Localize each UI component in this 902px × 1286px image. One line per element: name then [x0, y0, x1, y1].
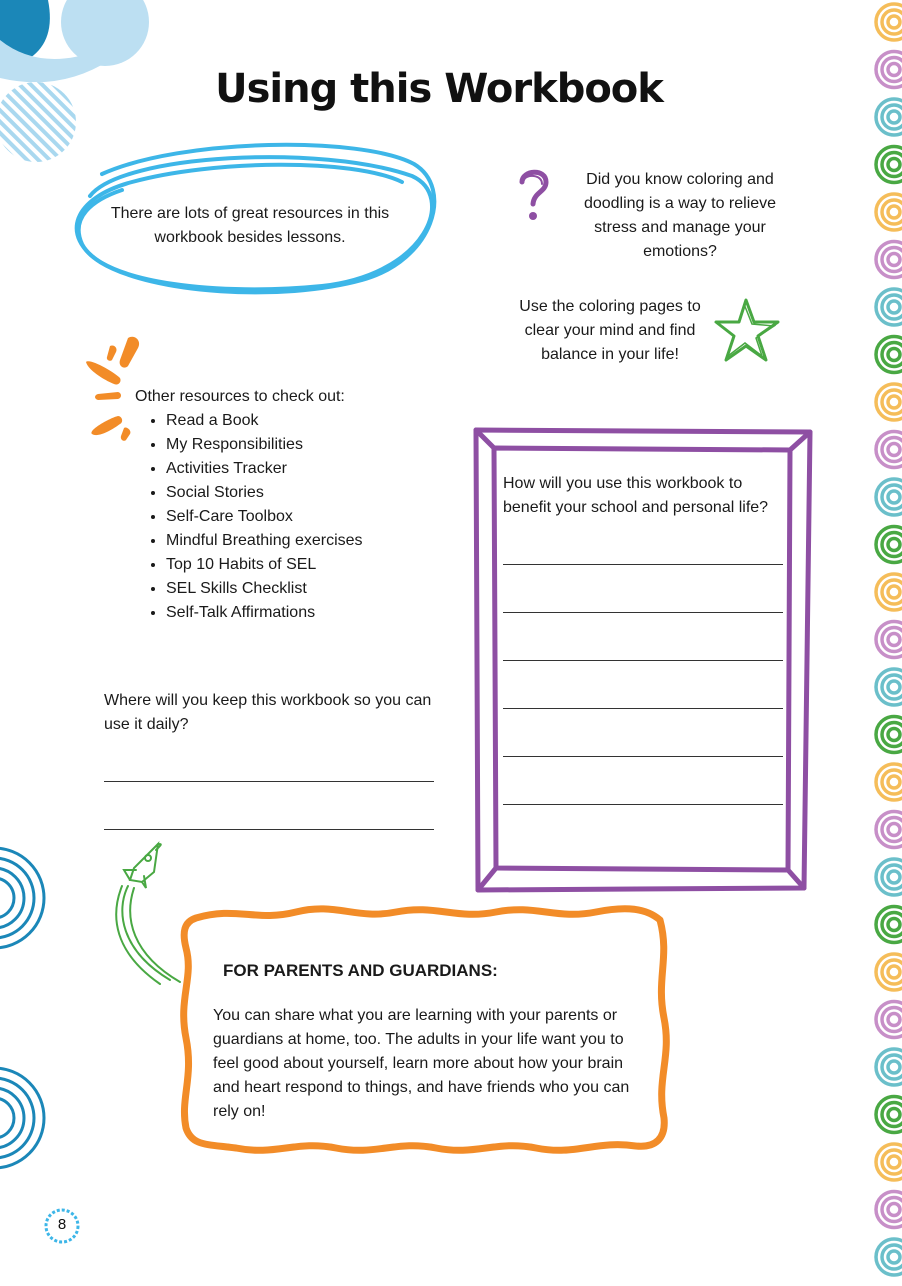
spiral-icon [876, 289, 902, 325]
spiral-icon [876, 1002, 902, 1038]
spiral-icon [876, 1239, 902, 1275]
spiral-icon [876, 717, 902, 753]
resource-list-item: • Self-Care Toolbox [166, 505, 455, 529]
resource-list-item: • Mindful Breathing exercises [166, 529, 455, 553]
spiral-icon [876, 52, 902, 88]
spiral-icon [876, 1049, 902, 1085]
spiral-icon [876, 1097, 902, 1133]
spiral-icon [876, 194, 902, 230]
spiral-icon [876, 337, 902, 373]
spiral-icon [876, 622, 902, 658]
spiral-icon [876, 4, 902, 40]
resource-list-item: • Self-Talk Affirmations [166, 601, 455, 625]
resource-list-item: • Read a Book [166, 409, 455, 433]
answer-line[interactable] [503, 804, 783, 805]
parents-body-text: You can share what you are learning with your parents or guardians at home, too. The adults in your life want you to feel good about yourself, learn more about how your brain and heart respond to things, and have friends who you can rely on! [213, 1007, 630, 1120]
resource-list-item: • SEL Skills Checklist [166, 577, 455, 601]
answer-line[interactable] [503, 612, 783, 613]
did-you-know-text: Did you know coloring and doodling is a way to relieve stress and manage your emotions? [583, 171, 777, 260]
spiral-icon [876, 574, 902, 610]
spiral-icon [876, 384, 902, 420]
spiral-border-decoration [870, 0, 902, 1286]
ring-decoration [0, 820, 48, 1200]
answer-line[interactable] [503, 564, 783, 565]
star-icon [712, 296, 782, 366]
keep-question-text: Where will you keep this workbook so you can use it daily? [104, 692, 432, 733]
spiral-icon [876, 527, 902, 563]
spiral-icon [876, 954, 902, 990]
spiral-icon [876, 907, 902, 943]
answer-line[interactable] [104, 829, 434, 830]
resources-section [135, 385, 455, 625]
use-question-text: How will you use this workbook to benefit your school and personal life? [503, 475, 769, 516]
spiral-icon [876, 479, 902, 515]
spiral-icon [876, 764, 902, 800]
coloring-tip-text: Use the coloring pages to clear your mind and find balance in your life! [519, 298, 701, 363]
resources-list [135, 409, 455, 625]
resource-list-item: • Social Stories [166, 481, 455, 505]
answer-line[interactable] [503, 660, 783, 661]
answer-line[interactable] [503, 756, 783, 757]
intro-text: There are lots of great resources in this workbook besides lessons. [110, 205, 390, 246]
resource-list-item: • Top 10 Habits of SEL [166, 553, 455, 577]
resource-list-item: • My Responsibilities [166, 433, 455, 457]
spiral-icon [876, 99, 902, 135]
resources-heading: Other resources to check out: [135, 388, 345, 405]
question-mark-icon [514, 166, 554, 224]
parents-title: FOR PARENTS AND GUARDIANS: [223, 961, 498, 980]
answer-line[interactable] [503, 708, 783, 709]
spiral-icon [876, 432, 902, 468]
spiral-icon [876, 242, 902, 278]
page-title: Using this Workbook [215, 66, 663, 112]
answer-line[interactable] [104, 781, 434, 782]
spiral-icon [876, 669, 902, 705]
page-number: 8 [57, 1216, 67, 1233]
spiral-icon [876, 1144, 902, 1180]
resource-list-item: • Activities Tracker [166, 457, 455, 481]
spiral-icon [876, 147, 902, 183]
spiral-icon [876, 812, 902, 848]
spiral-icon [876, 859, 902, 895]
spiral-icon [876, 1192, 902, 1228]
